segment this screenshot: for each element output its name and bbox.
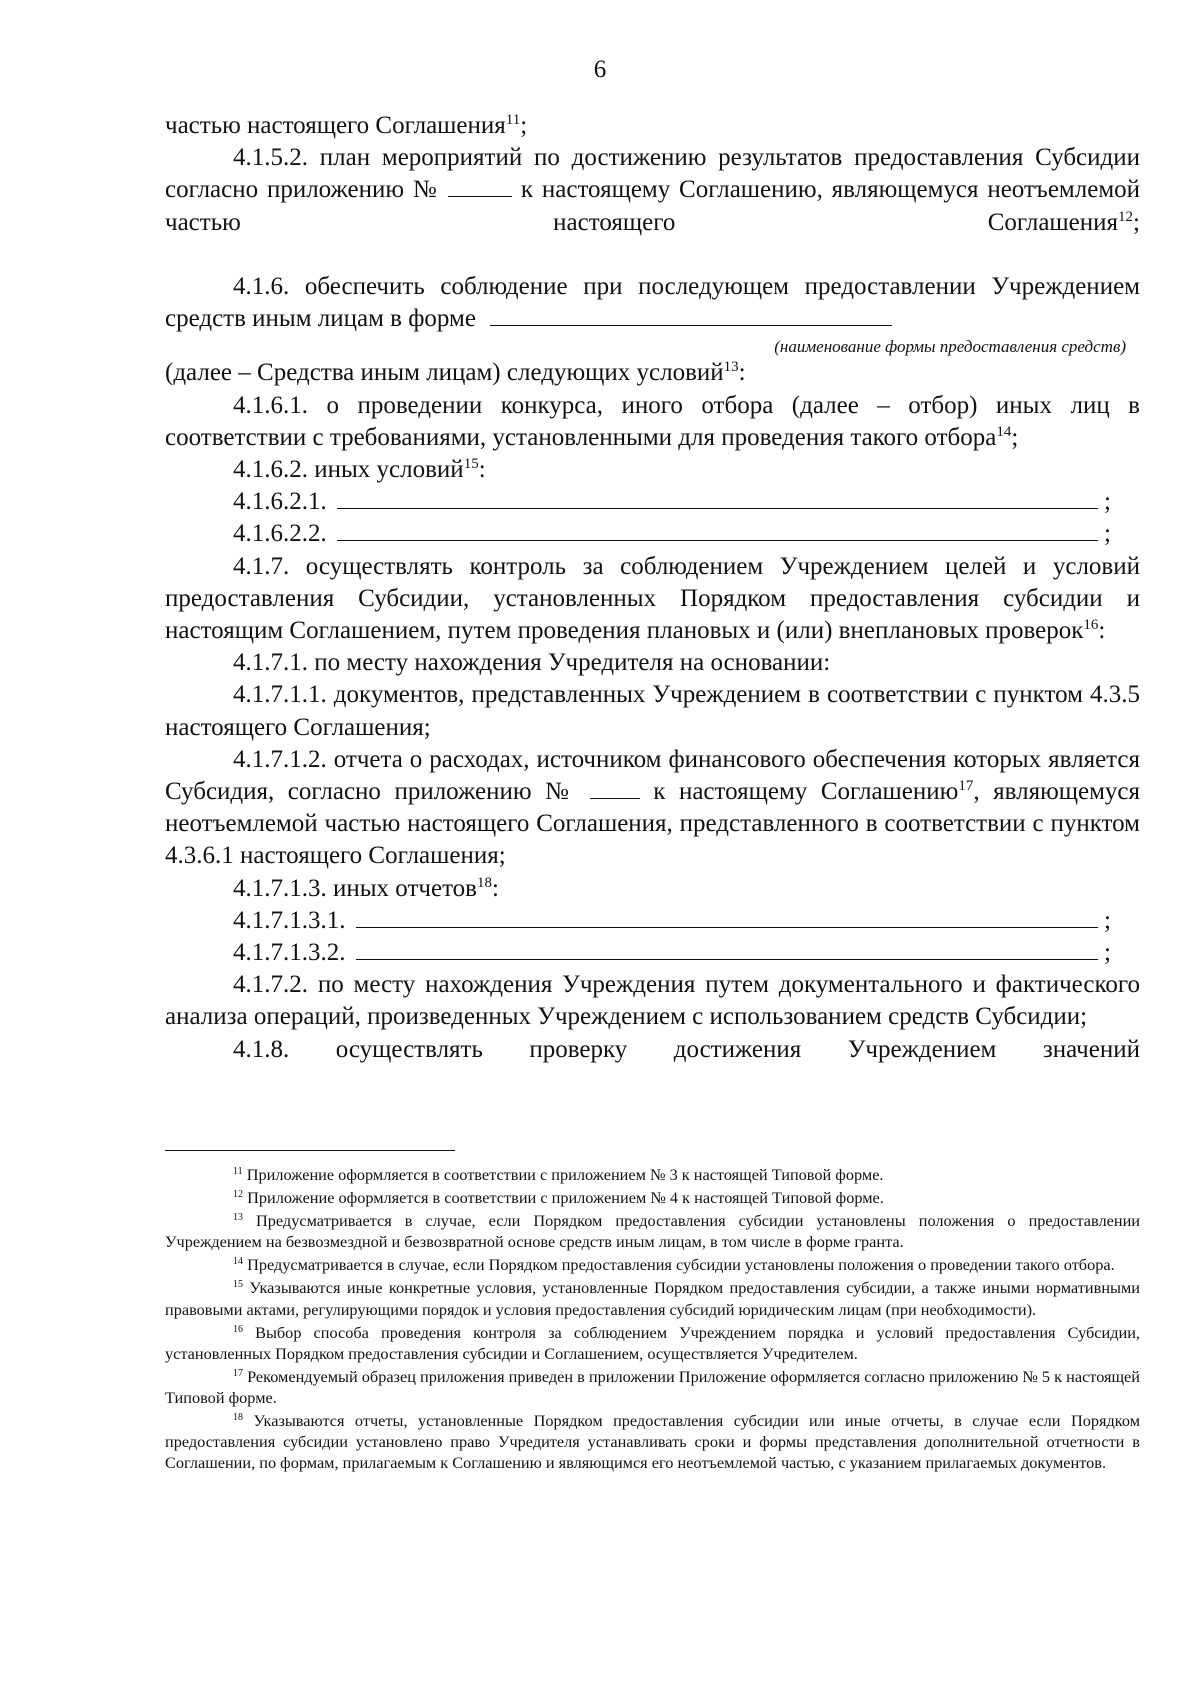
- blank-form-name: [490, 305, 892, 326]
- footnote-ref-13: 13: [723, 359, 739, 376]
- paragraph-4-1-7-1-2: 4.1.7.1.2. отчета о расходах, источником финансового обеспечения которых является Субсидия, согласно приложению № к настоящему Соглашению$^{17}$, являющемуся неотъемлемой частью настоящего Соглашения, представленного в соответствии с пунктом 4.3.6.1 настоящего Соглашения;: [165, 745, 1141, 870]
- footnote-17: $^{17}$ Рекомендуемый образец приложения приведен в приложении Приложение оформляется согласно приложению № 5 к настоящей Типовой форме.: [165, 1366, 1140, 1407]
- paragraph-4-1-5-2: 4.1.5.2. план мероприятий по достижению результатов предоставления Субсидии согласно приложению № к настоящему Соглашению, являющемуся неотъемлемой частью настоящего Соглашения$^{12}$;: [165, 144, 1141, 236]
- footnote-12: $^{12}$ Приложение оформляется в соответствии с приложением № 4 к настоящей Типовой форме.: [233, 1188, 884, 1208]
- footnote-ref-16: 16: [1083, 617, 1099, 634]
- blank-line-4-1-6-2-2: 4.1.6.2.2. ;: [233, 520, 1111, 548]
- footnote-15: $^{15}$ Указываются иные конкретные условия, установленные Порядком предоставления субсидии, а также иными нормативными правовыми актами, регулирующими порядок и условия предоставления субсидий юридическим лицам (при необходимости).: [165, 1278, 1140, 1319]
- blank-field: [356, 905, 1099, 928]
- footnote-ref-14: 14: [996, 423, 1012, 440]
- footnotes: [165, 1164, 1140, 1475]
- blank-line-4-1-6-2-1: 4.1.6.2.1. ;: [233, 488, 1111, 516]
- paragraph-4-1-7-1: 4.1.7.1. по месту нахождения Учредителя на основании:: [233, 649, 831, 677]
- footnote-18: $^{18}$ Указываются отчеты, установленные Порядком предоставления субсидии или иные отчеты, в случае если Порядком предоставления субсидии установлено право Учредителя устанавливать сроки и формы представления дополнительной отчетности в Соглашении, по формам, прилагаемым к Соглашению и являющимся его неотъемлемой частью, с указанием прилагаемых документов.: [165, 1411, 1140, 1473]
- blank-line-4-1-7-1-3-2: 4.1.7.1.3.2. ;: [233, 939, 1111, 967]
- paragraph-4-1-6: 4.1.6. обеспечить соблюдение при последующем предоставлении Учреждением средств иным лицам в форме (наименование формы предоставления средств): [165, 271, 1140, 359]
- footnote-16: $^{16}$ Выбор способа проведения контроля за соблюдением Учреждением порядка и условий предоставления Субсидии, установленных Порядком предоставления субсидии и Соглашением, осуществляется Учредителем.: [165, 1322, 1141, 1363]
- footnote-13: $^{13}$ Предусматривается в случае, если Порядком предоставления субсидии установлены положения о предоставлении Учреждением на безвозмездной и безвозвратной основе средств иным лицам, в том числе в форме гранта.: [165, 1211, 1140, 1252]
- blank-line-4-1-7-1-3-1: 4.1.7.1.3.1. ;: [233, 906, 1111, 934]
- paragraph-conditions-intro: (далее – Средства иным лицам) следующих условий$^{13}$:: [165, 359, 746, 387]
- page-number: 6: [593, 56, 607, 83]
- main-text: [165, 110, 1140, 1066]
- paragraph-4-1-6-1: 4.1.6.1. о проведении конкурса, иного отбора (далее – отбор) иных лиц в соответствии с требованиями, установленными для проведения такого отбора$^{14}$;: [165, 391, 1140, 451]
- footnote-ref-11: 11: [505, 112, 521, 128]
- footnote-ref-12: 12: [1118, 208, 1134, 225]
- paragraph-4-1-7: 4.1.7. осуществлять контроль за соблюдением Учреждением целей и условий предоставления Субсидии, установленных Порядком предоставления субсидии и настоящим Соглашением, путем проведения плановых и (или) внеплановых проверок$^{16}$:: [165, 552, 1140, 645]
- blank-field: [337, 486, 1098, 509]
- footnote-11: $^{11}$ Приложение оформляется в соответствии с приложением № 3 к настоящей Типовой форме.: [233, 1165, 884, 1184]
- paragraph-4-1-7-1-3: 4.1.7.1.3. иных отчетов$^{18}$:: [233, 874, 499, 902]
- paragraph-4-1-7-1-1: 4.1.7.1.1. документов, представленных Учреждением в соответствии с пунктом 4.3.5 настоящего Соглашения;: [165, 681, 1140, 741]
- blank-appendix-number: [448, 176, 512, 197]
- paragraph-4-1-8: 4.1.8. осуществлять проверку достижения Учреждением значений: [233, 1035, 1140, 1063]
- paragraph-4-1-6-2: 4.1.6.2. иных условий$^{15}$:: [233, 456, 486, 484]
- blank-field: [337, 518, 1098, 541]
- footnote-ref-18: 18: [476, 874, 492, 891]
- blank-field: [356, 937, 1099, 960]
- footnote-ref-17: 17: [958, 778, 974, 795]
- paragraph-4-1-7-2: 4.1.7.2. по месту нахождения Учреждения путем документального и фактического анализа операций, произведенных Учреждением с использованием средств Субсидии;: [165, 971, 1140, 1031]
- footnote-separator: [165, 1150, 455, 1151]
- footnote-14: $^{14}$ Предусматривается в случае, если Порядком предоставления субсидии установлены положения о проведении такого отбора.: [233, 1255, 1115, 1275]
- form-name-caption: (наименование формы предоставления средств): [774, 337, 1126, 357]
- blank-appendix-number: [590, 778, 640, 799]
- footnote-ref-15: 15: [463, 456, 479, 473]
- paragraph-continuation: частью настоящего Соглашения$^{11}$;: [165, 112, 528, 139]
